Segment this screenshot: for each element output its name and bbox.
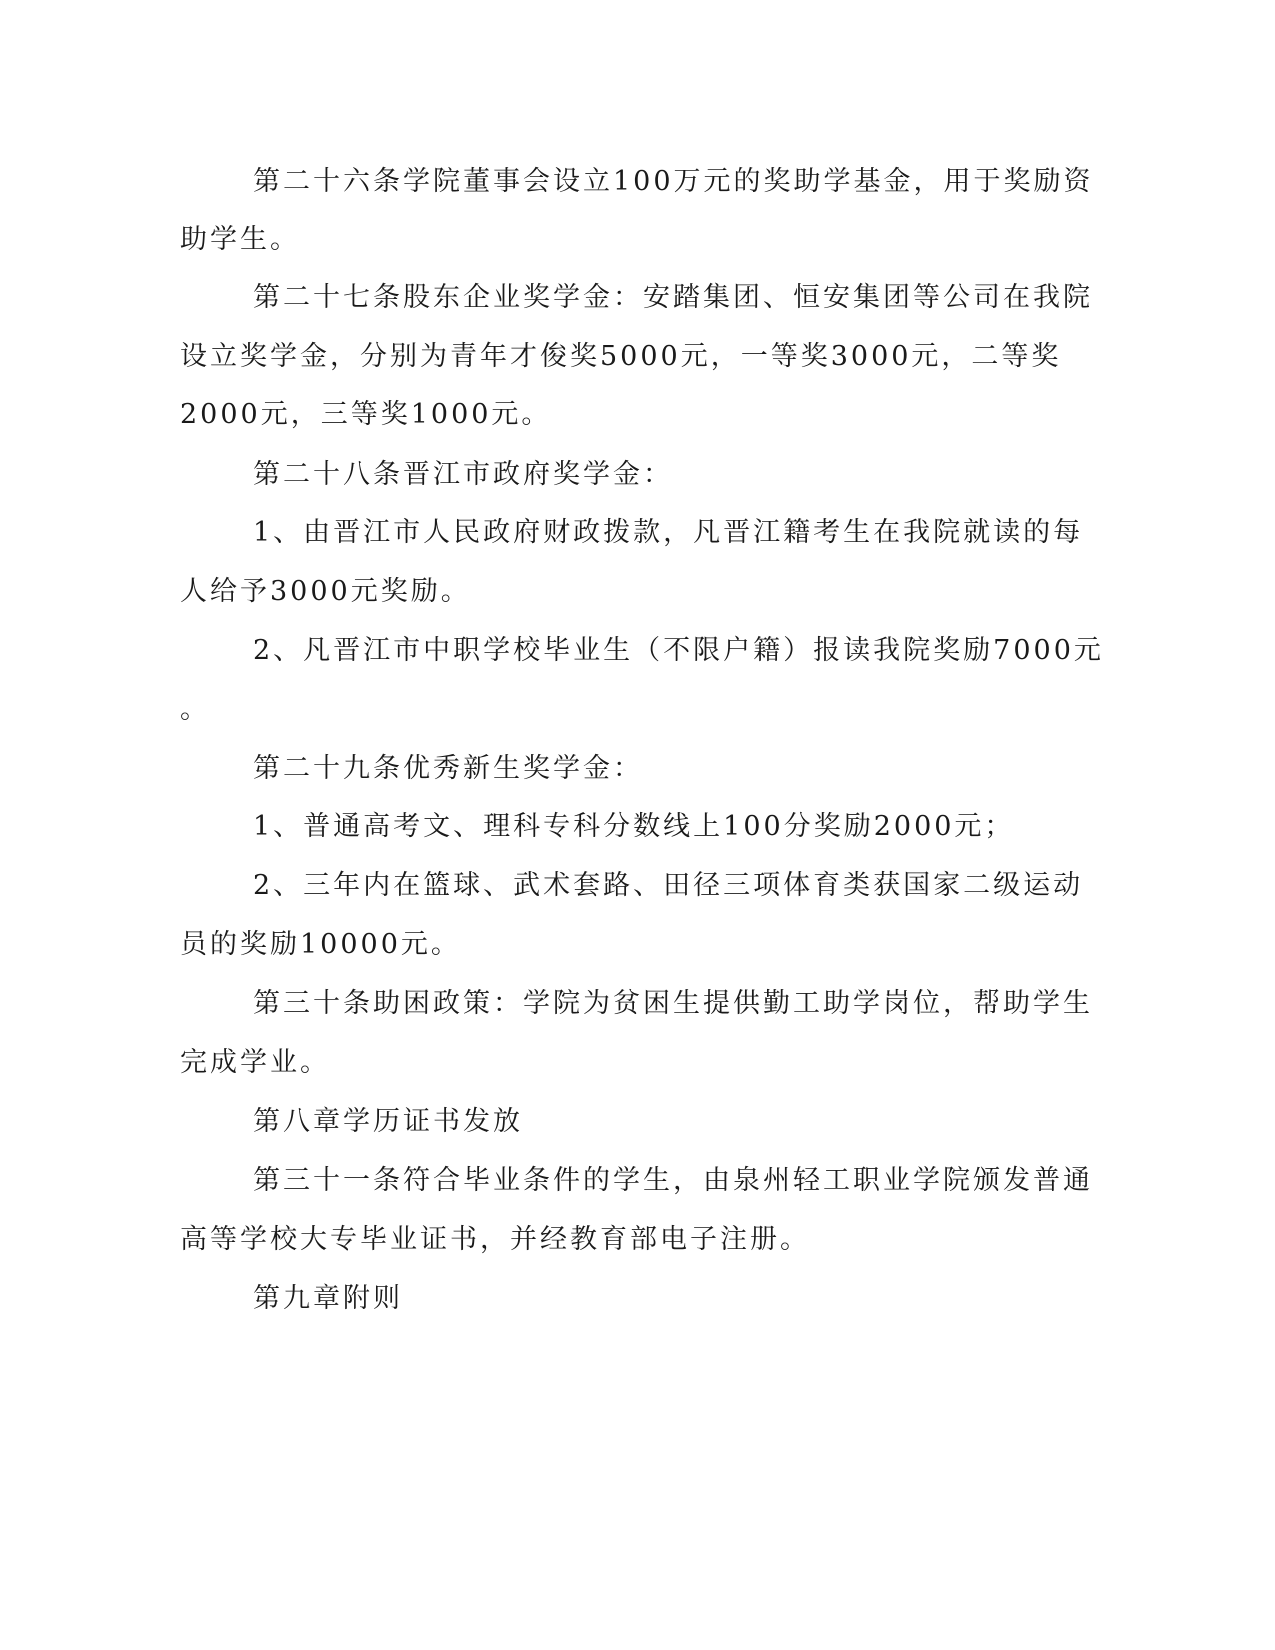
- article-31-line-2: 高等学校大专毕业证书，并经教育部电子注册。: [180, 1224, 810, 1255]
- article-30-line-2: 完成学业。: [180, 1047, 330, 1078]
- article-29-heading: 第二十九条优秀新生奖学金：: [253, 753, 643, 784]
- article-29-item-1: 1、普通高考文、理科专科分数线上100分奖励2000元；: [253, 811, 1015, 842]
- article-26-line-2: 助学生。: [180, 224, 300, 255]
- article-30-line-1: 第三十条助困政策：学院为贫困生提供勤工助学岗位，帮助学生: [253, 988, 1093, 1019]
- article-26-line-1: 第二十六条学院董事会设立100万元的奖助学基金，用于奖励资: [253, 166, 1094, 197]
- article-28-heading: 第二十八条晋江市政府奖学金：: [253, 459, 673, 490]
- article-28-item-1-line-1: 1、由晋江市人民政府财政拨款，凡晋江籍考生在我院就读的每: [253, 517, 1084, 548]
- article-29-item-2-line-1: 2、三年内在篮球、武术套路、田径三项体育类获国家二级运动: [253, 870, 1084, 901]
- article-28-item-2-line-1: 2、凡晋江市中职学校毕业生（不限户籍）报读我院奖励7000元: [253, 635, 1104, 666]
- article-29-item-2-line-2: 员的奖励10000元。: [180, 929, 461, 960]
- chapter-8-heading: 第八章学历证书发放: [253, 1106, 523, 1137]
- article-27-line-2: 设立奖学金，分别为青年才俊奖5000元，一等奖3000元，二等奖: [180, 341, 1062, 372]
- article-27-line-3: 2000元，三等奖1000元。: [180, 399, 552, 430]
- article-28-item-1-line-2: 人给予3000元奖励。: [180, 576, 471, 607]
- article-31-line-1: 第三十一条符合毕业条件的学生，由泉州轻工职业学院颁发普通: [253, 1165, 1093, 1196]
- article-27-line-1: 第二十七条股东企业奖学金：安踏集团、恒安集团等公司在我院: [253, 282, 1093, 313]
- article-28-item-2-line-2: 。: [180, 694, 210, 725]
- chapter-9-heading: 第九章附则: [253, 1283, 403, 1314]
